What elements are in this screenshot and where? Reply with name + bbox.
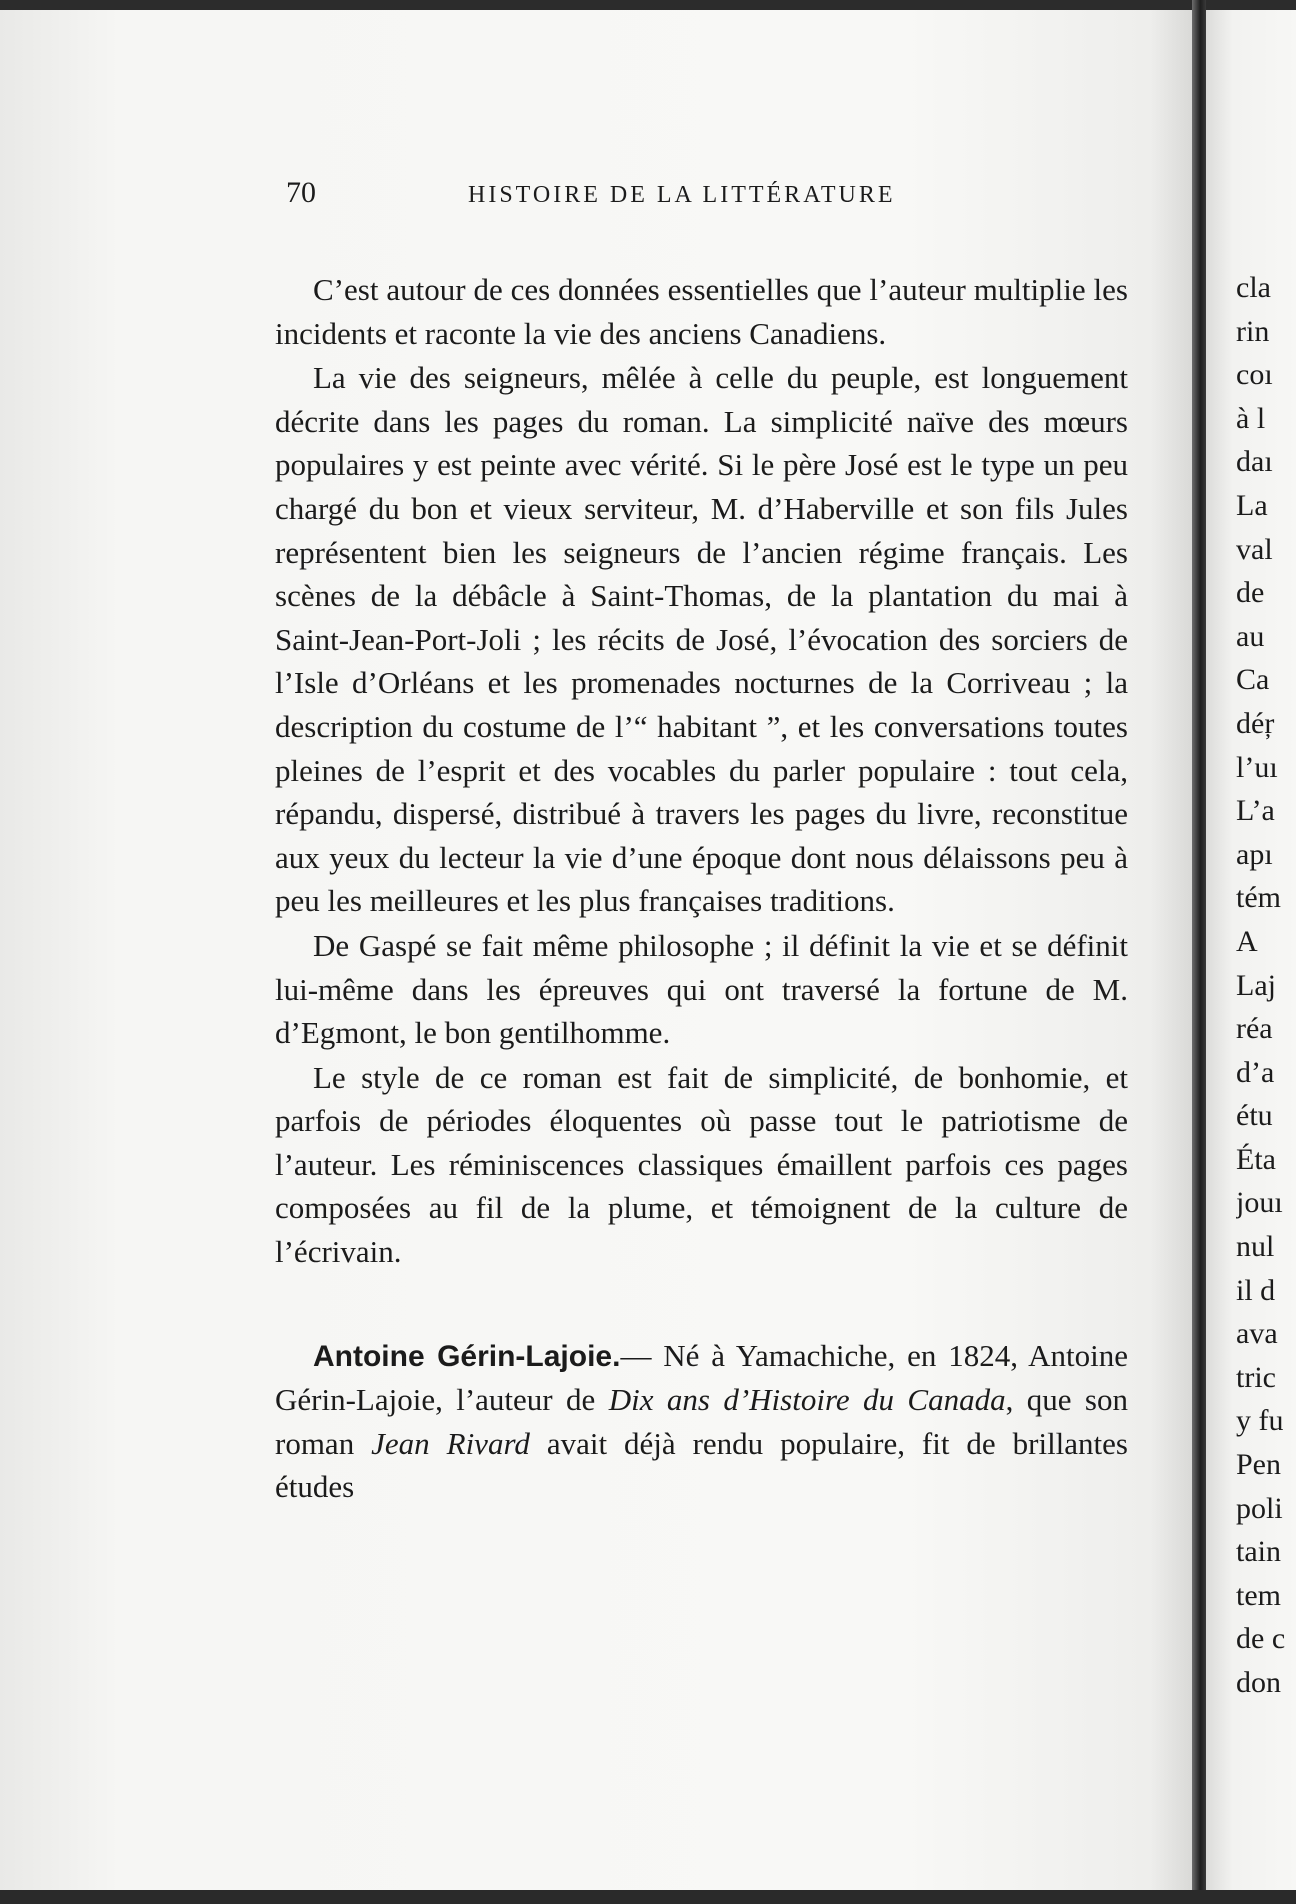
facing-line-fragment: tem	[1236, 1578, 1281, 1612]
paragraph: C’est autour de ces données essentielles que l’auteur multiplie les incidents et raconte la vie des anciens Canadiens.	[275, 272, 1128, 351]
running-title: HISTOIRE DE LA LITTÉRATURE	[468, 182, 896, 208]
facing-line-fragment: de c	[1236, 1622, 1286, 1656]
left-page	[0, 10, 1192, 1890]
author-name: Antoine Gérin-Lajoie.	[313, 1339, 621, 1373]
facing-line-fragment: tém	[1236, 881, 1281, 915]
paragraph-text: , que son roman	[275, 1382, 1128, 1461]
book-gutter	[1192, 0, 1206, 1904]
facing-line-fragment: rin	[1236, 314, 1270, 348]
facing-line-fragment: val	[1236, 532, 1273, 566]
novel-title-italic: Jean Rivard	[371, 1425, 530, 1461]
facing-line-fragment: l’uı	[1236, 750, 1278, 784]
body-text	[275, 268, 1128, 1510]
scan-bottom-edge	[0, 1890, 1296, 1904]
facing-line-fragment: au	[1236, 619, 1265, 653]
paragraph: La vie des seigneurs, mêlée à celle du peuple, est longuement décrite dans les pages du roman. La simplicité naïve des mœurs populaires y est peinte avec vérité. Si le père José est le type un peu chargé du bon et vieux serviteur, M. d’Haberville et son fils Jules représentent bien les seigneurs de l’ancien régime français. Les scènes de la débâcle à Saint-Thomas, de la plantation du mai à Saint-Jean-Port-Joli ; les récits de José, l’évocation des sorciers de l’Isle d’Orléans et les promenades nocturnes de la Corriveau ; la description du costume de l’“ habitant ”, et les conversations toutes pleines de l’esprit et des vocables du parler populaire : tout cela, répandu, dispersé, distribué à travers les pages du livre, reconstitue aux yeux du lecteur la vie d’une époque dont nous délaissons peu à peu les meilleures et les plus françaises traditions.	[275, 360, 1128, 919]
facing-line-fragment: cla	[1236, 271, 1271, 304]
facing-line-fragment: poli	[1236, 1491, 1283, 1525]
facing-line-fragment: étu	[1236, 1099, 1273, 1133]
facing-line-fragment: de	[1236, 576, 1265, 610]
facing-line-fragment: tric	[1236, 1360, 1276, 1394]
facing-line-fragment: A	[1236, 924, 1258, 958]
author-entry-paragraph	[275, 1334, 1128, 1509]
facing-line-fragment: à l	[1236, 401, 1266, 435]
facing-line-fragment: déŗ	[1236, 706, 1275, 740]
facing-line-fragment: L’a	[1236, 794, 1275, 828]
facing-line-fragment: nul	[1236, 1230, 1275, 1264]
facing-line-fragment: Ca	[1236, 663, 1270, 697]
running-head	[286, 176, 1126, 216]
paragraph: De Gaspé se fait même philosophe ; il définit la vie et se définit lui-même dans les épreuves qui ont traversé la fortune de M. d’Egmont, le bon gentilhomme.	[275, 927, 1128, 1051]
facing-line-fragment: don	[1236, 1666, 1281, 1699]
facing-line-fragment: Laj	[1236, 968, 1276, 1002]
facing-line-fragment: La	[1236, 488, 1268, 522]
facing-line-fragment: il d	[1236, 1273, 1276, 1307]
facing-page-text-fragments	[1236, 266, 1296, 1705]
facing-line-fragment: y fu	[1236, 1404, 1284, 1438]
facing-line-fragment: jouı	[1236, 1186, 1283, 1220]
paragraph-text: Né à Yamachiche, en 1824, Antoine Gérin-Lajoie, l’auteur de	[275, 1337, 1128, 1418]
facing-line-fragment: d’a	[1236, 1055, 1275, 1089]
book-title-italic: Dix ans d’Histoire du Canada	[608, 1382, 1006, 1418]
facing-line-fragment: Éta	[1236, 1142, 1276, 1176]
paragraph-text: avait déjà rendu populaire, fit de brillantes études	[275, 1425, 1128, 1505]
paragraph: Le style de ce roman est fait de simplicité, de bonhomie, et parfois de périodes éloquentes où passe tout le patriotisme de l’auteur. Les réminiscences classiques émaillent parfois ces pages composées au fil de la plume, et témoignent de la culture de l’écrivain.	[275, 1059, 1128, 1270]
facing-line-fragment: coı	[1236, 358, 1273, 392]
em-dash: —	[620, 1337, 664, 1373]
facing-line-fragment: Pen	[1236, 1448, 1281, 1482]
facing-line-fragment: ava	[1236, 1317, 1278, 1351]
facing-line-fragment: daı	[1236, 445, 1273, 479]
facing-line-fragment: apı	[1236, 837, 1273, 871]
facing-line-fragment: réa	[1236, 1012, 1273, 1046]
page-number: 70	[286, 176, 316, 209]
facing-line-fragment: tain	[1236, 1535, 1281, 1569]
